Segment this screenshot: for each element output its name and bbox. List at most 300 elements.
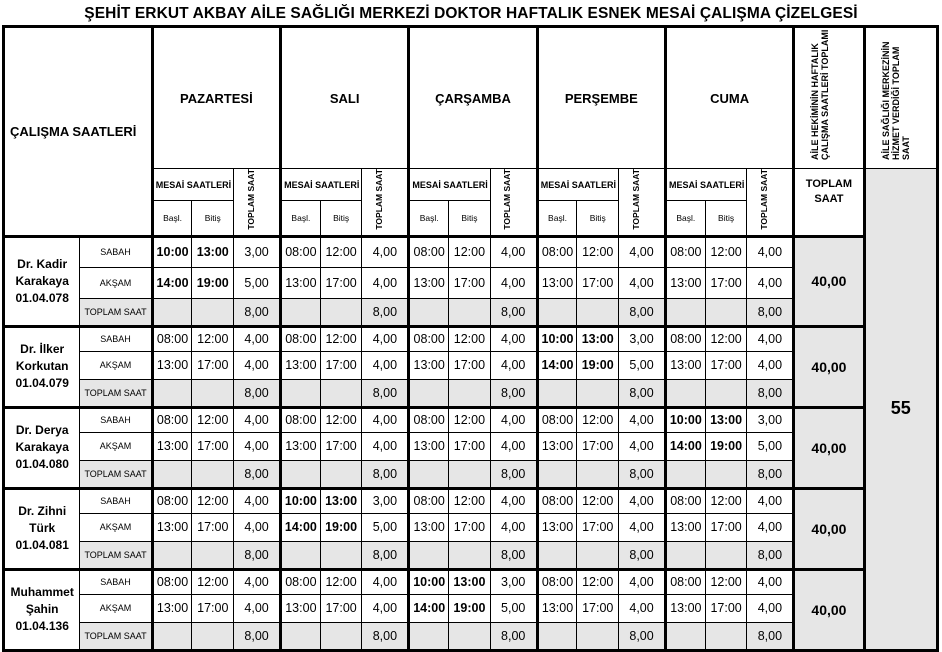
empty-cell bbox=[152, 541, 192, 569]
shift-hours: 4,00 bbox=[747, 351, 794, 379]
daily-total: 8,00 bbox=[234, 379, 281, 407]
page-title: ŞEHİT ERKUT AKBAY AİLE SAĞLIĞI MERKEZİ DOKTOR HAFTALIK ESNEK MESAİ ÇALIŞMA ÇİZELGESİ bbox=[84, 5, 858, 22]
shift-hours: 4,00 bbox=[234, 351, 281, 379]
start-time: 13:00 bbox=[537, 267, 577, 298]
end-time: 17:00 bbox=[705, 513, 747, 541]
shift-label: AKŞAM bbox=[80, 594, 152, 622]
doctor-name-line: Dr. İlker bbox=[20, 342, 65, 357]
start-time: 13:00 bbox=[152, 513, 192, 541]
start-time: 08:00 bbox=[281, 326, 321, 351]
end-time: 17:00 bbox=[192, 351, 234, 379]
doctor-name-cell bbox=[4, 326, 80, 407]
table-row bbox=[4, 488, 938, 513]
end-time-header: Bitiş bbox=[449, 201, 491, 237]
daily-total: 8,00 bbox=[362, 298, 409, 326]
weekly-total-cell bbox=[794, 407, 864, 488]
weekly-total-header-text: AİLE HEKİMİNİN HAFTALIK ÇALIŞMA SAATLERİ TOPLAMI bbox=[809, 29, 830, 160]
start-time: 13:00 bbox=[537, 432, 577, 460]
start-time: 13:00 bbox=[409, 267, 449, 298]
shift-hours: 4,00 bbox=[619, 236, 666, 267]
table-row bbox=[4, 569, 938, 594]
daily-total: 8,00 bbox=[490, 541, 537, 569]
end-time: 17:00 bbox=[577, 432, 619, 460]
start-time: 08:00 bbox=[665, 569, 705, 594]
start-time: 14:00 bbox=[152, 267, 192, 298]
empty-cell bbox=[281, 460, 321, 488]
shift-label: TOPLAM SAAT bbox=[80, 622, 152, 650]
end-time: 12:00 bbox=[320, 407, 362, 432]
start-time: 13:00 bbox=[537, 594, 577, 622]
daily-total: 8,00 bbox=[747, 622, 794, 650]
empty-cell bbox=[449, 622, 491, 650]
shift-hours: 5,00 bbox=[490, 594, 537, 622]
empty-cell bbox=[705, 622, 747, 650]
doctor-name-line: 01.04.136 bbox=[15, 619, 69, 634]
shift-hours: 4,00 bbox=[490, 407, 537, 432]
doctor-name-cell bbox=[4, 569, 80, 650]
shift-hours: 4,00 bbox=[619, 267, 666, 298]
end-time: 19:00 bbox=[449, 594, 491, 622]
shift-hours: 4,00 bbox=[490, 488, 537, 513]
start-time-header: Başl. bbox=[409, 201, 449, 237]
shift-hours: 4,00 bbox=[234, 326, 281, 351]
shift-hours: 4,00 bbox=[490, 236, 537, 267]
shift-hours: 5,00 bbox=[234, 267, 281, 298]
start-time: 10:00 bbox=[152, 236, 192, 267]
start-time: 08:00 bbox=[281, 407, 321, 432]
end-time: 13:00 bbox=[449, 569, 491, 594]
empty-cell bbox=[705, 541, 747, 569]
weekly-total-value: 40,00 bbox=[811, 273, 847, 290]
shift-hours: 4,00 bbox=[619, 594, 666, 622]
weekly-total-value: 40,00 bbox=[811, 601, 847, 618]
end-time: 12:00 bbox=[449, 236, 491, 267]
toplam-saat-header bbox=[234, 169, 281, 237]
shift-hours: 3,00 bbox=[234, 236, 281, 267]
shift-hours: 4,00 bbox=[747, 569, 794, 594]
start-time: 13:00 bbox=[665, 351, 705, 379]
shift-label: AKŞAM bbox=[80, 432, 152, 460]
empty-cell bbox=[192, 622, 234, 650]
end-time: 12:00 bbox=[705, 488, 747, 513]
end-time: 17:00 bbox=[449, 267, 491, 298]
center-total-header-text: AİLE SAĞLIĞI MERKEZİNİN HİZMET VERDİĞİ TOPLAM SAAT bbox=[880, 41, 911, 160]
day-header: PERŞEMBE bbox=[537, 27, 665, 169]
start-time: 08:00 bbox=[152, 569, 192, 594]
empty-cell bbox=[152, 460, 192, 488]
start-time-header: Başl. bbox=[152, 201, 192, 237]
shift-hours: 4,00 bbox=[490, 326, 537, 351]
shift-label: SABAH bbox=[80, 407, 152, 432]
toplam-saat-header bbox=[490, 169, 537, 237]
end-time: 17:00 bbox=[705, 267, 747, 298]
doctor-name-line: Dr. Derya bbox=[15, 423, 69, 438]
end-time-header: Bitiş bbox=[705, 201, 747, 237]
end-time: 17:00 bbox=[449, 432, 491, 460]
end-time: 17:00 bbox=[577, 594, 619, 622]
end-time: 12:00 bbox=[705, 326, 747, 351]
toplam-saat-header bbox=[747, 169, 794, 237]
empty-cell bbox=[281, 379, 321, 407]
shift-hours: 3,00 bbox=[362, 488, 409, 513]
empty-cell bbox=[409, 622, 449, 650]
mesai-saatleri-header: MESAİ SAATLERİ bbox=[665, 169, 746, 201]
weekly-total-cell bbox=[794, 236, 864, 326]
empty-cell bbox=[537, 460, 577, 488]
end-time: 19:00 bbox=[705, 432, 747, 460]
start-time: 08:00 bbox=[152, 488, 192, 513]
shift-label: AKŞAM bbox=[80, 351, 152, 379]
center-total-value: 55 bbox=[890, 398, 911, 419]
weekly-total-cell bbox=[794, 569, 864, 650]
doctor-name-line: Şahin bbox=[25, 602, 59, 617]
end-time: 12:00 bbox=[192, 326, 234, 351]
shift-hours: 4,00 bbox=[234, 513, 281, 541]
start-time: 13:00 bbox=[152, 594, 192, 622]
weekly-total-value: 40,00 bbox=[811, 358, 847, 375]
start-time: 08:00 bbox=[409, 326, 449, 351]
shift-label: AKŞAM bbox=[80, 513, 152, 541]
doctor-name-line: Korkutan bbox=[15, 359, 69, 374]
empty-cell bbox=[537, 379, 577, 407]
start-time: 13:00 bbox=[152, 432, 192, 460]
schedule-table bbox=[2, 25, 939, 652]
shift-hours: 3,00 bbox=[619, 326, 666, 351]
empty-cell bbox=[152, 379, 192, 407]
end-time: 17:00 bbox=[705, 594, 747, 622]
empty-cell bbox=[320, 622, 362, 650]
start-time: 13:00 bbox=[665, 594, 705, 622]
shift-hours: 5,00 bbox=[747, 432, 794, 460]
empty-cell bbox=[449, 379, 491, 407]
shift-hours: 5,00 bbox=[362, 513, 409, 541]
weekly-total-cell bbox=[794, 326, 864, 407]
start-time: 14:00 bbox=[281, 513, 321, 541]
end-time: 12:00 bbox=[577, 407, 619, 432]
shift-label: TOPLAM SAAT bbox=[80, 298, 152, 326]
end-time: 12:00 bbox=[192, 407, 234, 432]
mesai-saatleri-header: MESAİ SAATLERİ bbox=[152, 169, 233, 201]
toplam-saat-header bbox=[619, 169, 666, 237]
end-time: 17:00 bbox=[320, 594, 362, 622]
empty-cell bbox=[449, 460, 491, 488]
end-time: 12:00 bbox=[320, 569, 362, 594]
toplam-saat-vertical-label: TOPLAM SAAT bbox=[373, 169, 384, 230]
day-header: SALI bbox=[281, 27, 409, 169]
end-time: 12:00 bbox=[577, 236, 619, 267]
daily-total: 8,00 bbox=[490, 298, 537, 326]
toplam-saat-vertical-label: TOPLAM SAAT bbox=[630, 169, 641, 230]
toplam-saat-vertical-label: TOPLAM SAAT bbox=[245, 169, 256, 230]
end-time: 12:00 bbox=[192, 569, 234, 594]
empty-cell bbox=[281, 541, 321, 569]
daily-total: 8,00 bbox=[747, 460, 794, 488]
empty-cell bbox=[192, 379, 234, 407]
doctor-name-line: Karakaya bbox=[15, 273, 69, 288]
empty-cell bbox=[665, 622, 705, 650]
end-time: 17:00 bbox=[320, 267, 362, 298]
end-time: 17:00 bbox=[705, 351, 747, 379]
shift-label: SABAH bbox=[80, 488, 152, 513]
table-row bbox=[4, 326, 938, 351]
daily-total: 8,00 bbox=[234, 622, 281, 650]
start-time: 13:00 bbox=[409, 351, 449, 379]
start-time: 08:00 bbox=[409, 488, 449, 513]
start-time: 13:00 bbox=[152, 351, 192, 379]
doctor-name-line: Dr. Kadir bbox=[17, 256, 68, 271]
daily-total: 8,00 bbox=[234, 460, 281, 488]
start-time: 14:00 bbox=[537, 351, 577, 379]
doctor-name-line: 01.04.080 bbox=[15, 457, 69, 472]
shift-hours: 4,00 bbox=[747, 594, 794, 622]
start-time: 08:00 bbox=[665, 488, 705, 513]
empty-cell bbox=[665, 298, 705, 326]
end-time: 12:00 bbox=[449, 407, 491, 432]
start-time: 08:00 bbox=[665, 236, 705, 267]
shift-hours: 4,00 bbox=[619, 513, 666, 541]
daily-total: 8,00 bbox=[619, 460, 666, 488]
end-time-header: Bitiş bbox=[192, 201, 234, 237]
end-time: 13:00 bbox=[192, 236, 234, 267]
empty-cell bbox=[705, 460, 747, 488]
shift-hours: 3,00 bbox=[490, 569, 537, 594]
shift-hours: 5,00 bbox=[619, 351, 666, 379]
start-time: 13:00 bbox=[281, 267, 321, 298]
daily-total: 8,00 bbox=[619, 541, 666, 569]
shift-hours: 4,00 bbox=[234, 569, 281, 594]
doctor-name-line: 01.04.078 bbox=[15, 290, 69, 305]
start-time: 13:00 bbox=[409, 432, 449, 460]
doctor-name-line: 01.04.079 bbox=[15, 376, 69, 391]
start-time-header: Başl. bbox=[665, 201, 705, 237]
start-time: 10:00 bbox=[665, 407, 705, 432]
shift-hours: 4,00 bbox=[747, 513, 794, 541]
shift-hours: 3,00 bbox=[747, 407, 794, 432]
end-time: 12:00 bbox=[577, 569, 619, 594]
start-time: 08:00 bbox=[537, 569, 577, 594]
shift-hours: 4,00 bbox=[619, 407, 666, 432]
shift-label: TOPLAM SAAT bbox=[80, 460, 152, 488]
doctor-name-line: 01.04.081 bbox=[15, 538, 69, 553]
start-time: 13:00 bbox=[409, 513, 449, 541]
shift-hours: 4,00 bbox=[619, 488, 666, 513]
start-time: 08:00 bbox=[409, 407, 449, 432]
mesai-saatleri-header: MESAİ SAATLERİ bbox=[409, 169, 490, 201]
start-time: 08:00 bbox=[409, 236, 449, 267]
empty-cell bbox=[192, 460, 234, 488]
end-time: 12:00 bbox=[320, 326, 362, 351]
end-time: 12:00 bbox=[705, 236, 747, 267]
empty-cell bbox=[409, 460, 449, 488]
start-time: 10:00 bbox=[537, 326, 577, 351]
end-time: 12:00 bbox=[192, 488, 234, 513]
daily-total: 8,00 bbox=[619, 379, 666, 407]
end-time: 17:00 bbox=[577, 513, 619, 541]
shift-hours: 4,00 bbox=[234, 407, 281, 432]
weekly-total-header bbox=[794, 27, 864, 169]
shift-hours: 4,00 bbox=[747, 267, 794, 298]
shift-hours: 4,00 bbox=[490, 267, 537, 298]
end-time: 17:00 bbox=[192, 594, 234, 622]
day-header: PAZARTESİ bbox=[152, 27, 280, 169]
start-time: 08:00 bbox=[665, 326, 705, 351]
shift-hours: 4,00 bbox=[747, 488, 794, 513]
shift-hours: 4,00 bbox=[362, 432, 409, 460]
end-time: 17:00 bbox=[577, 267, 619, 298]
start-time-header: Başl. bbox=[281, 201, 321, 237]
empty-cell bbox=[320, 541, 362, 569]
toplam-saat-header bbox=[362, 169, 409, 237]
shift-hours: 4,00 bbox=[490, 351, 537, 379]
end-time: 19:00 bbox=[577, 351, 619, 379]
empty-cell bbox=[577, 379, 619, 407]
table-row bbox=[4, 236, 938, 267]
center-total-header bbox=[864, 27, 937, 169]
daily-total: 8,00 bbox=[362, 622, 409, 650]
shift-hours: 4,00 bbox=[362, 326, 409, 351]
end-time: 17:00 bbox=[449, 513, 491, 541]
shift-hours: 4,00 bbox=[362, 267, 409, 298]
shift-label: SABAH bbox=[80, 236, 152, 267]
doctor-name-cell bbox=[4, 236, 80, 326]
daily-total: 8,00 bbox=[362, 460, 409, 488]
start-time: 14:00 bbox=[409, 594, 449, 622]
doctor-name-line: Dr. Zihni bbox=[18, 504, 67, 519]
start-time: 13:00 bbox=[281, 432, 321, 460]
daily-total: 8,00 bbox=[747, 379, 794, 407]
daily-total: 8,00 bbox=[234, 298, 281, 326]
shift-hours: 4,00 bbox=[362, 351, 409, 379]
weekly-total-value: 40,00 bbox=[811, 520, 847, 537]
end-time: 12:00 bbox=[449, 326, 491, 351]
start-time: 08:00 bbox=[281, 236, 321, 267]
doctor-name-cell bbox=[4, 488, 80, 569]
end-time: 13:00 bbox=[577, 326, 619, 351]
shift-hours: 4,00 bbox=[747, 236, 794, 267]
toplam-saat-vertical-label: TOPLAM SAAT bbox=[758, 169, 769, 230]
mesai-saatleri-header: MESAİ SAATLERİ bbox=[281, 169, 362, 201]
end-time: 12:00 bbox=[577, 488, 619, 513]
daily-total: 8,00 bbox=[619, 298, 666, 326]
end-time: 13:00 bbox=[705, 407, 747, 432]
empty-cell bbox=[192, 298, 234, 326]
start-time: 08:00 bbox=[152, 407, 192, 432]
empty-cell bbox=[577, 298, 619, 326]
weekly-total-value: 40,00 bbox=[811, 439, 847, 456]
end-time: 17:00 bbox=[320, 351, 362, 379]
empty-cell bbox=[665, 541, 705, 569]
shift-label: AKŞAM bbox=[80, 267, 152, 298]
toplam-saat-vertical-label: TOPLAM SAAT bbox=[502, 169, 513, 230]
empty-cell bbox=[281, 622, 321, 650]
center-total-cell bbox=[864, 169, 937, 651]
doctor-name-line: Türk bbox=[29, 521, 56, 536]
daily-total: 8,00 bbox=[747, 298, 794, 326]
toplam-saat-header: TOPLAM SAAT bbox=[794, 169, 864, 237]
empty-cell bbox=[152, 622, 192, 650]
shift-label: SABAH bbox=[80, 326, 152, 351]
start-time: 08:00 bbox=[537, 236, 577, 267]
doctor-name-cell bbox=[4, 407, 80, 488]
daily-total: 8,00 bbox=[362, 541, 409, 569]
shift-label: TOPLAM SAAT bbox=[80, 541, 152, 569]
end-time: 17:00 bbox=[449, 351, 491, 379]
empty-cell bbox=[409, 298, 449, 326]
empty-cell bbox=[152, 298, 192, 326]
start-time: 13:00 bbox=[665, 513, 705, 541]
end-time: 12:00 bbox=[705, 569, 747, 594]
day-header: ÇARŞAMBA bbox=[409, 27, 537, 169]
start-time: 13:00 bbox=[537, 513, 577, 541]
daily-total: 8,00 bbox=[490, 622, 537, 650]
empty-cell bbox=[665, 379, 705, 407]
empty-cell bbox=[705, 379, 747, 407]
end-time-header: Bitiş bbox=[320, 201, 362, 237]
daily-total: 8,00 bbox=[234, 541, 281, 569]
daily-total: 8,00 bbox=[619, 622, 666, 650]
end-time: 19:00 bbox=[320, 513, 362, 541]
daily-total: 8,00 bbox=[490, 460, 537, 488]
empty-cell bbox=[320, 379, 362, 407]
shift-label: TOPLAM SAAT bbox=[80, 379, 152, 407]
start-time: 13:00 bbox=[665, 267, 705, 298]
shift-hours: 4,00 bbox=[362, 407, 409, 432]
doctor-name-line: Karakaya bbox=[15, 440, 69, 455]
start-time: 08:00 bbox=[152, 326, 192, 351]
end-time: 13:00 bbox=[320, 488, 362, 513]
start-time-header: Başl. bbox=[537, 201, 577, 237]
empty-cell bbox=[577, 460, 619, 488]
end-time: 17:00 bbox=[192, 432, 234, 460]
start-time: 10:00 bbox=[409, 569, 449, 594]
empty-cell bbox=[449, 541, 491, 569]
empty-cell bbox=[537, 622, 577, 650]
shift-hours: 4,00 bbox=[619, 432, 666, 460]
start-time: 14:00 bbox=[665, 432, 705, 460]
empty-cell bbox=[320, 298, 362, 326]
empty-cell bbox=[537, 298, 577, 326]
shift-hours: 4,00 bbox=[747, 326, 794, 351]
table-row bbox=[4, 407, 938, 432]
shift-hours: 4,00 bbox=[234, 432, 281, 460]
working-hours-header: ÇALIŞMA SAATLERİ bbox=[4, 27, 153, 237]
start-time: 08:00 bbox=[537, 407, 577, 432]
empty-cell bbox=[577, 541, 619, 569]
end-time-header: Bitiş bbox=[577, 201, 619, 237]
empty-cell bbox=[192, 541, 234, 569]
shift-hours: 4,00 bbox=[490, 432, 537, 460]
shift-hours: 4,00 bbox=[234, 594, 281, 622]
shift-hours: 4,00 bbox=[619, 569, 666, 594]
daily-total: 8,00 bbox=[490, 379, 537, 407]
doctor-name-line: Muhammet bbox=[10, 585, 74, 600]
start-time: 08:00 bbox=[281, 569, 321, 594]
empty-cell bbox=[577, 622, 619, 650]
end-time: 17:00 bbox=[320, 432, 362, 460]
end-time: 12:00 bbox=[449, 488, 491, 513]
daily-total: 8,00 bbox=[362, 379, 409, 407]
empty-cell bbox=[320, 460, 362, 488]
end-time: 17:00 bbox=[192, 513, 234, 541]
empty-cell bbox=[409, 379, 449, 407]
mesai-saatleri-header: MESAİ SAATLERİ bbox=[537, 169, 618, 201]
shift-hours: 4,00 bbox=[362, 594, 409, 622]
day-header: CUMA bbox=[665, 27, 793, 169]
shift-hours: 4,00 bbox=[362, 236, 409, 267]
start-time: 13:00 bbox=[281, 351, 321, 379]
end-time: 12:00 bbox=[320, 236, 362, 267]
start-time: 13:00 bbox=[281, 594, 321, 622]
